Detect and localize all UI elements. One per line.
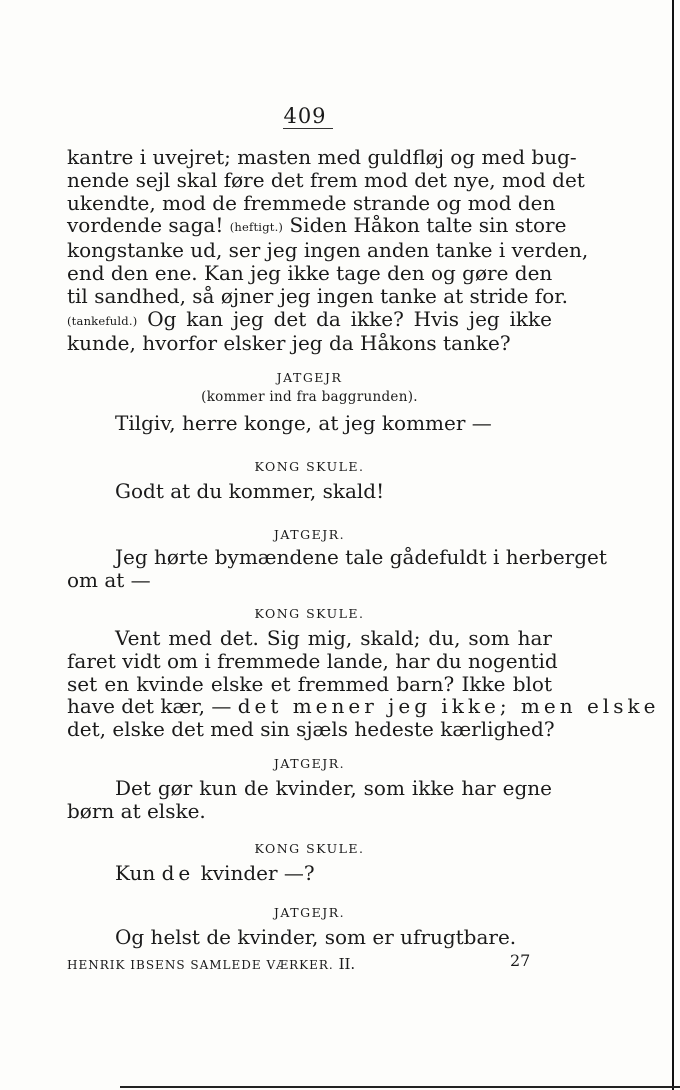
text-line: kunde, hvorfor elsker jeg da Håkons tanke? [67, 331, 511, 356]
footer-volume: II. [338, 955, 356, 973]
text-line: Og helst de kvinder, som er ufrugtbare. [115, 925, 517, 949]
page-number-rule [283, 128, 333, 129]
text-line: set en kvinde elske et fremmed barn? Ikke blot [67, 671, 552, 696]
speech [67, 626, 660, 742]
footer-signature: 27 [510, 951, 531, 970]
speaker-name: KONG SKULE. [254, 606, 365, 621]
text-line: end den ene. Kan jeg ikke tage den og gøre den [67, 260, 553, 285]
text-fragment: kvinder —? [200, 861, 315, 885]
text-line: til sandhed, så øjner jeg ingen tanke at stride for. [67, 283, 568, 308]
speaker-name: JATGEJR. [273, 527, 346, 542]
text-line: faret vidt om i fremmede lande, har du nogentid [67, 648, 558, 673]
text-line: Tilgiv, herre konge, at jeg kommer — [115, 411, 492, 435]
page-number: 409 [283, 104, 327, 128]
speech [67, 480, 552, 503]
text-line [67, 862, 552, 885]
text-line [67, 213, 567, 239]
text-line: nende sejl skal føre det frem mod det nye, mod det [67, 167, 585, 192]
speech [67, 926, 552, 949]
speaker-name: JATGEJR. [273, 756, 346, 771]
speaker-name: KONG SKULE. [254, 841, 365, 856]
speech [67, 862, 552, 885]
text-fragment: Kun [115, 861, 156, 885]
text-line: kantre i uvejret; masten med guldfløj og med bug- [67, 145, 577, 169]
speech [67, 777, 552, 823]
text-line: ukendte, mod de fremmede strande og mod den [67, 190, 556, 215]
text-line: Det gør kun de kvinder, som ikke har egne [115, 776, 552, 800]
speaker-name: KONG SKULE. [254, 459, 365, 474]
text-line: Godt at du kommer, skald! [115, 479, 385, 503]
speaker-name: JATGEJR [276, 370, 343, 385]
page-edge-right [672, 0, 674, 1090]
text-fragment: have det kær, — [67, 694, 232, 719]
opening-paragraph [67, 145, 589, 356]
speaker-name: JATGEJR. [273, 905, 346, 920]
text-line [67, 308, 552, 333]
footer-title [67, 955, 355, 973]
speech [67, 412, 552, 435]
speech [67, 545, 607, 592]
stage-direction: (tankefuld.) [67, 313, 138, 328]
text-line: om at — [67, 567, 151, 592]
text-line: det, elske det med sin sjæls hedeste kærlighed? [67, 717, 555, 742]
footer-title-text: HENRIK IBSENS SAMLEDE VÆRKER. [67, 958, 334, 972]
text-line: Jeg hørte bymændene tale gådefuldt i herberget [115, 545, 607, 569]
text-line: kongstanke ud, ser jeg ingen anden tanke i verden, [67, 238, 589, 263]
stage-direction: (kommer ind fra baggrunden). [201, 389, 418, 405]
text-line [67, 694, 660, 719]
text-line: Vent med det. Sig mig, skald; du, som har [115, 626, 552, 650]
text-fragment: Og kan jeg det da ikke? Hvis jeg ikke [147, 306, 553, 331]
emphasized-text: de [161, 861, 195, 885]
text-fragment: Siden Håkon talte sin store [289, 213, 567, 238]
page-edge-bottom [120, 1086, 680, 1088]
text-line: børn at elske. [67, 798, 206, 823]
stage-direction: (heftigt.) [229, 220, 284, 235]
text-fragment: vordende saga! [67, 213, 224, 238]
emphasized-text: det mener jeg ikke; men elske [237, 694, 660, 719]
